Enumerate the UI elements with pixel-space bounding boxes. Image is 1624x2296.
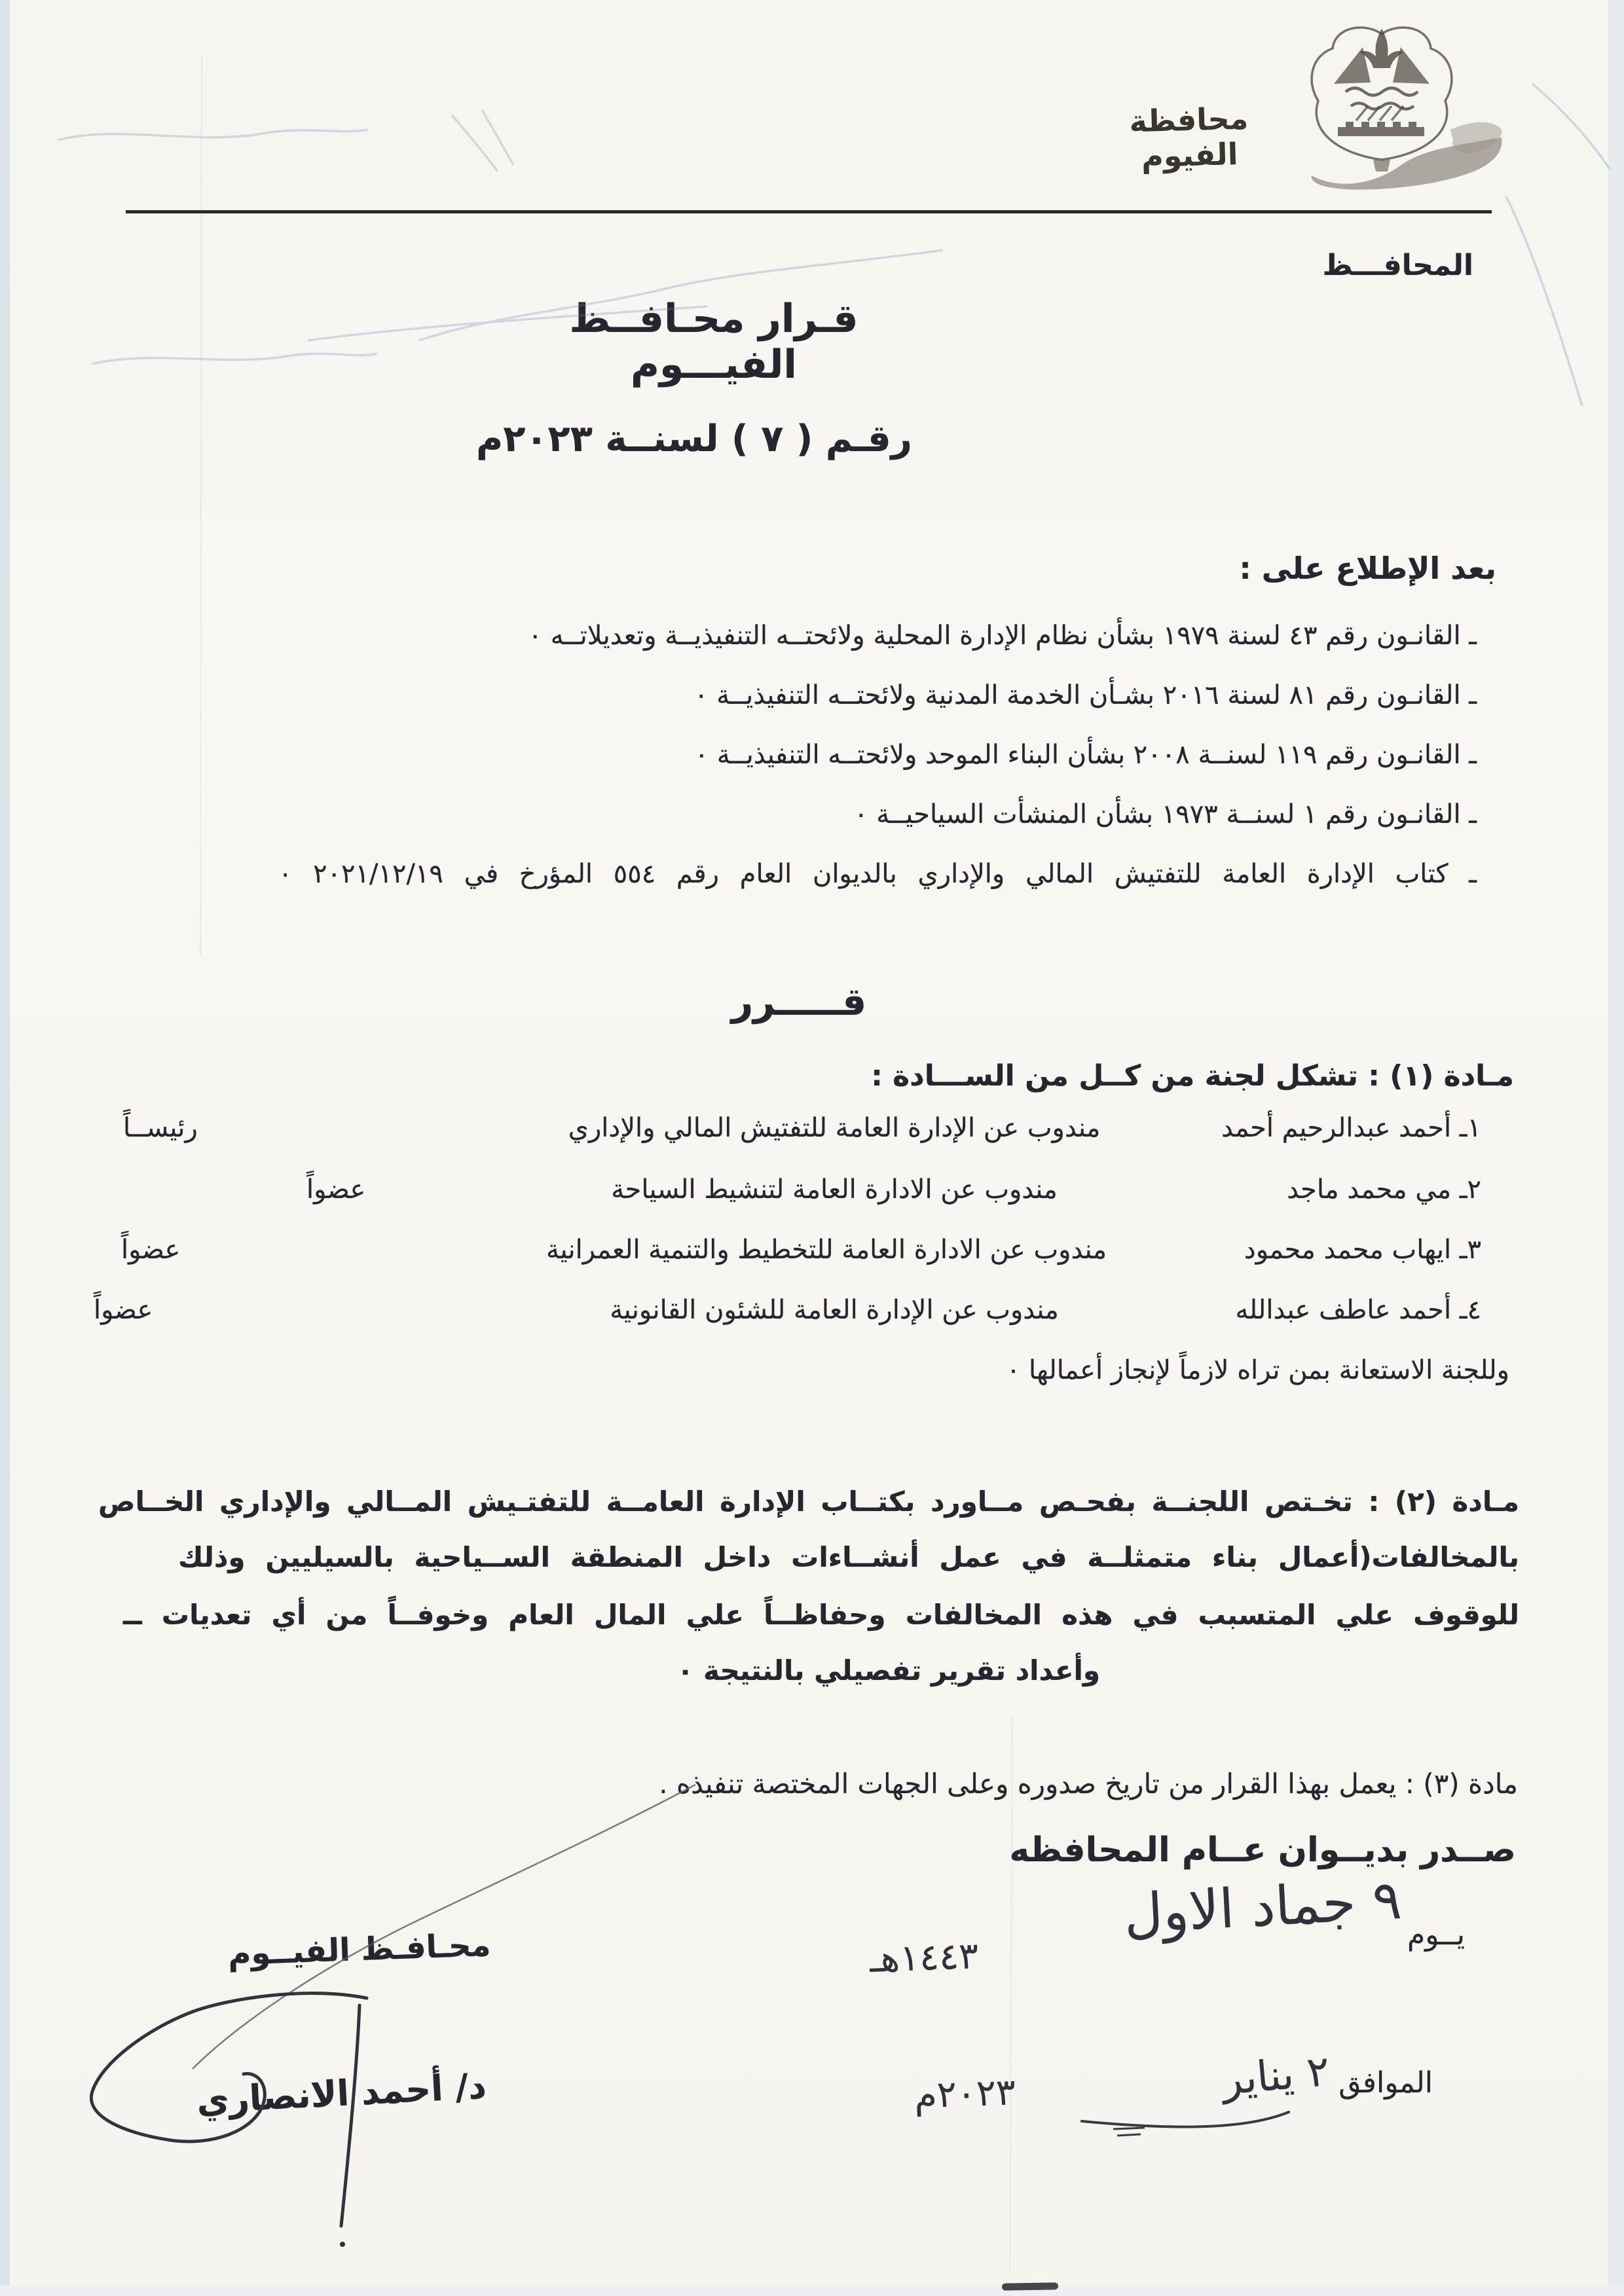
member-role: مندوب عن الادارة العامة لتنشيط السياحة [611,1175,1058,1205]
handwriting-underline-swash [1082,2112,1289,2127]
article2-line: وأعداد تقرير تفصيلي بالنتيجة ٠ [676,1654,1100,1686]
member-role: مندوب عن الإدارة العامة للتفتيش المالي والإداري [568,1113,1101,1143]
member-position: عضواً [94,1295,153,1325]
scan-edge-bottom [0,2286,1624,2296]
law-item: ـ كتاب الإدارة العامة للتفتيش المالي والإداري بالديوان العام رقم ٥٥٤ المؤرخ في ٢٠٢١/١٢/١٩ ٠ [278,859,1477,889]
member-name: ٤ـ أحمد عاطف عبدالله [1235,1295,1481,1325]
member-name: ١ـ أحمد عبدالرحيم أحمد [1221,1113,1481,1143]
member-name: ٢ـ مي محمد ماجد [1287,1175,1481,1205]
law-item: ـ القانـون رقم ١١٩ لسنــة ٢٠٠٨ بشأن البناء الموحد ولائحتــه التنفيذيــة ٠ [694,740,1477,770]
gregorian-year-handwritten: ٢٠٢٣م [913,2071,1017,2117]
member-role: مندوب عن الإدارة العامة للشئون القانونية [610,1295,1059,1325]
article3-text: مادة (٣) : يعمل بهذا القرار من تاريخ صدوره وعلى الجهات المختصة تنفيذه . [659,1768,1518,1800]
article1-note: وللجنة الاستعانة بمن تراه لازماً لإنجاز أعمالها ٠ [1006,1355,1509,1385]
law-item: ـ القانـون رقم ٨١ لسنة ٢٠١٦ بشـأن الخدمة المدنية ولائحتــه التنفيذيــة ٠ [693,680,1477,710]
committee-row [0,1175,1624,1216]
corresponding-label: الموافق [1338,2066,1433,2100]
preamble-heading: بعد الإطلاع على : [1239,551,1496,586]
fold-crease [200,55,202,956]
member-name: ٣ـ ايهاب محمد محمود [1244,1235,1481,1265]
committee-row [0,1295,1624,1337]
decided-heading: قـــــرر [731,979,867,1024]
cited-laws-list [278,606,1477,904]
day-label: يــوم [1407,1918,1465,1952]
member-role: مندوب عن الادارة العامة للتخطيط والتنمية العمرانية [546,1235,1107,1265]
article1-label: مـادة (١) : تشكل لجنة من كــل من الســـادة : [871,1059,1514,1093]
signer-name: د/ أحمد الانصاري [195,2065,488,2122]
signature-dot [340,2242,345,2247]
decree-title: قـرار محـافــظ الفيـــوم [569,296,858,388]
governorate-emblem-icon [1293,18,1509,210]
issued-line: صــدر بديــوان عــام المحافظه [1009,1831,1516,1870]
member-position: عضواً [121,1235,181,1265]
hijri-date-handwritten: ٩ جماد الاول [1122,1868,1403,1946]
stamp-governorate-name: محافظة الفيوم [1128,100,1249,174]
governor-label: المحافـــظ [1322,249,1473,282]
signature-stroke-vertical [341,2005,360,2226]
member-position: رئيســاً [123,1113,198,1143]
article2-line: بالمخالفات(أعمال بناء متمثلــة في عمل أنشــاءات داخل المنطقة الســياحية بالسيليين وذلك [178,1541,1519,1573]
committee-row [0,1113,1624,1155]
law-item: ـ القانـون رقم ٤٣ لسنة ١٩٧٩ بشأن نظام الإدارة المحلية ولائحتــه التنفيذيــة وتعديلاتــه ٠ [528,621,1477,651]
hijri-year-handwritten: ١٤٤٣هـ [868,1935,980,1981]
signer-title: محـافـظ الفيــوم [227,1927,492,1973]
pen-stroke-diagonal [193,1785,695,2069]
scan-smudge [1002,2282,1058,2290]
header-rule [126,210,1492,213]
gregorian-date-handwritten: ٢ يناير [1219,2047,1331,2105]
article2-line: مـادة (٢) : تخـتص اللجنــة بفحـص مــاورد بكتــاب الإدارة العامــة للتفتـيش المــالي والإداري الخــاص [98,1485,1519,1518]
member-position: عضواً [306,1175,366,1205]
law-item: ـ القانـون رقم ١ لسنــة ١٩٧٣ بشأن المنشأت السياحيــة ٠ [854,799,1477,829]
decree-number: رقـم ( ٧ ) لسنــة ٢٠٢٣م [476,418,912,460]
committee-row [0,1235,1624,1277]
article2-line: للوقوف علي المتسبب في هذه المخالفات وحفاظــاً علي المال العام وخوفــاً من أي تعديات ــ [123,1599,1519,1631]
handwriting-underline-dashes [1113,2128,1145,2136]
